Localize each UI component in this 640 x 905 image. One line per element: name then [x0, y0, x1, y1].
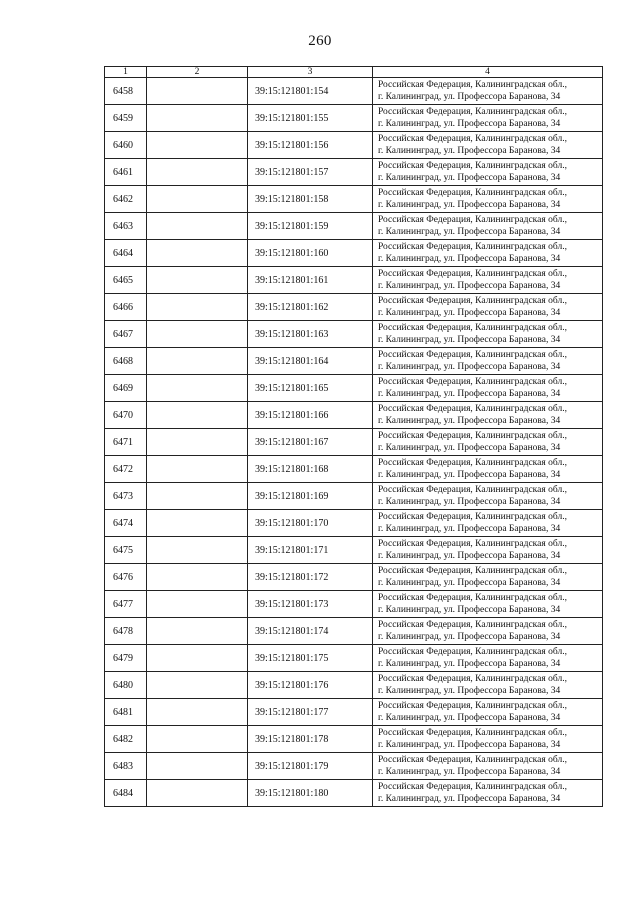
- address-cell: [373, 645, 603, 672]
- address-line-2: г. Калининград, ул. Профессора Баранова, 34: [378, 173, 561, 183]
- address-line-1: Российская Федерация, Калининградская обл.,: [378, 350, 567, 360]
- address-line-1: Российская Федерация, Калининградская обл.,: [378, 647, 567, 657]
- cadastral-number: 39:15:121801:171: [248, 537, 373, 564]
- table-row: [105, 645, 603, 672]
- cadastral-number: 39:15:121801:161: [248, 267, 373, 294]
- address-line-1: Российская Федерация, Калининградская обл.,: [378, 188, 567, 198]
- address-line-2: г. Калининград, ул. Профессора Баранова, 34: [378, 335, 561, 345]
- address-line-2: г. Калининград, ул. Профессора Баранова, 34: [378, 92, 561, 102]
- address-line-1: Российская Федерация, Калининградская обл.,: [378, 80, 567, 90]
- row-number: 6483: [105, 753, 147, 780]
- address-cell: [373, 321, 603, 348]
- empty-cell: [147, 78, 248, 105]
- address-line-1: Российская Федерация, Калининградская обл.,: [378, 107, 567, 117]
- row-number: 6473: [105, 483, 147, 510]
- row-number: 6468: [105, 348, 147, 375]
- row-number: 6461: [105, 159, 147, 186]
- cadastral-number: 39:15:121801:157: [248, 159, 373, 186]
- table-row: [105, 510, 603, 537]
- address-cell: [373, 591, 603, 618]
- address-line-1: Российская Федерация, Калининградская обл.,: [378, 431, 567, 441]
- cadastral-number: 39:15:121801:159: [248, 213, 373, 240]
- address-line-1: Российская Федерация, Калининградская обл.,: [378, 782, 567, 792]
- address-line-2: г. Калининград, ул. Профессора Баранова, 34: [378, 281, 561, 291]
- address-line-2: г. Калининград, ул. Профессора Баранова, 34: [378, 713, 561, 723]
- empty-cell: [147, 618, 248, 645]
- address-line-1: Российская Федерация, Калининградская обл.,: [378, 512, 567, 522]
- cadastral-number: 39:15:121801:163: [248, 321, 373, 348]
- address-cell: [373, 402, 603, 429]
- address-cell: [373, 699, 603, 726]
- row-number: 6478: [105, 618, 147, 645]
- table-row: [105, 699, 603, 726]
- address-line-1: Российская Федерация, Калининградская обл.,: [378, 728, 567, 738]
- cadastral-number: 39:15:121801:169: [248, 483, 373, 510]
- table-row: [105, 294, 603, 321]
- table-row: [105, 456, 603, 483]
- column-header-4: 4: [373, 67, 603, 78]
- address-cell: [373, 159, 603, 186]
- row-number: 6465: [105, 267, 147, 294]
- address-line-1: Российская Федерация, Калининградская обл.,: [378, 755, 567, 765]
- empty-cell: [147, 402, 248, 429]
- empty-cell: [147, 726, 248, 753]
- address-line-2: г. Калининград, ул. Профессора Баранова, 34: [378, 470, 561, 480]
- empty-cell: [147, 645, 248, 672]
- address-cell: [373, 132, 603, 159]
- empty-cell: [147, 753, 248, 780]
- address-cell: [373, 537, 603, 564]
- empty-cell: [147, 483, 248, 510]
- row-number: 6471: [105, 429, 147, 456]
- address-cell: [373, 213, 603, 240]
- address-line-1: Российская Федерация, Калининградская обл.,: [378, 215, 567, 225]
- empty-cell: [147, 294, 248, 321]
- address-line-1: Российская Федерация, Калининградская обл.,: [378, 134, 567, 144]
- address-line-1: Российская Федерация, Калининградская обл.,: [378, 161, 567, 171]
- empty-cell: [147, 780, 248, 807]
- cadastral-number: 39:15:121801:165: [248, 375, 373, 402]
- empty-cell: [147, 132, 248, 159]
- address-cell: [373, 267, 603, 294]
- address-cell: [373, 348, 603, 375]
- empty-cell: [147, 375, 248, 402]
- cadastral-number: 39:15:121801:172: [248, 564, 373, 591]
- cadastral-number: 39:15:121801:154: [248, 78, 373, 105]
- address-cell: [373, 78, 603, 105]
- address-line-2: г. Калининград, ул. Профессора Баранова, 34: [378, 659, 561, 669]
- address-line-2: г. Калининград, ул. Профессора Баранова, 34: [378, 605, 561, 615]
- row-number: 6460: [105, 132, 147, 159]
- row-number: 6480: [105, 672, 147, 699]
- address-line-1: Российская Федерация, Калининградская обл.,: [378, 674, 567, 684]
- empty-cell: [147, 510, 248, 537]
- address-line-2: г. Калининград, ул. Профессора Баранова, 34: [378, 200, 561, 210]
- empty-cell: [147, 672, 248, 699]
- cadastral-number: 39:15:121801:176: [248, 672, 373, 699]
- address-line-1: Российская Федерация, Калининградская обл.,: [378, 323, 567, 333]
- cadastral-number: 39:15:121801:160: [248, 240, 373, 267]
- row-number: 6470: [105, 402, 147, 429]
- cadastral-number: 39:15:121801:168: [248, 456, 373, 483]
- address-line-2: г. Калининград, ул. Профессора Баранова, 34: [378, 416, 561, 426]
- row-number: 6482: [105, 726, 147, 753]
- cadastral-number: 39:15:121801:166: [248, 402, 373, 429]
- table-row: [105, 780, 603, 807]
- empty-cell: [147, 105, 248, 132]
- cadastral-number: 39:15:121801:156: [248, 132, 373, 159]
- address-line-2: г. Калининград, ул. Профессора Баранова, 34: [378, 362, 561, 372]
- table-body: [105, 78, 603, 807]
- cadastral-number: 39:15:121801:164: [248, 348, 373, 375]
- table-row: [105, 375, 603, 402]
- cadastral-number: 39:15:121801:155: [248, 105, 373, 132]
- address-line-2: г. Калининград, ул. Профессора Баранова, 34: [378, 308, 561, 318]
- row-number: 6481: [105, 699, 147, 726]
- table-row: [105, 78, 603, 105]
- row-number: 6463: [105, 213, 147, 240]
- page-number: 260: [308, 33, 332, 49]
- row-number: 6469: [105, 375, 147, 402]
- table-row: [105, 321, 603, 348]
- table-row: [105, 483, 603, 510]
- address-line-2: г. Калининград, ул. Профессора Баранова, 34: [378, 578, 561, 588]
- address-line-2: г. Калининград, ул. Профессора Баранова, 34: [378, 686, 561, 696]
- table-row: [105, 753, 603, 780]
- row-number: 6484: [105, 780, 147, 807]
- address-cell: [373, 672, 603, 699]
- address-cell: [373, 618, 603, 645]
- row-number: 6479: [105, 645, 147, 672]
- cadastral-number: 39:15:121801:170: [248, 510, 373, 537]
- row-number: 6458: [105, 78, 147, 105]
- address-cell: [373, 483, 603, 510]
- address-line-2: г. Калининград, ул. Профессора Баранова, 34: [378, 551, 561, 561]
- address-line-2: г. Калининград, ул. Профессора Баранова, 34: [378, 119, 561, 129]
- cadastral-number: 39:15:121801:162: [248, 294, 373, 321]
- empty-cell: [147, 456, 248, 483]
- address-cell: [373, 456, 603, 483]
- table-row: [105, 618, 603, 645]
- cadastral-number: 39:15:121801:173: [248, 591, 373, 618]
- table-header-row: [105, 67, 603, 78]
- address-line-1: Российская Федерация, Калининградская обл.,: [378, 296, 567, 306]
- address-line-1: Российская Федерация, Калининградская обл.,: [378, 539, 567, 549]
- table-row: [105, 429, 603, 456]
- empty-cell: [147, 321, 248, 348]
- address-line-2: г. Калининград, ул. Профессора Баранова, 34: [378, 389, 561, 399]
- cadastral-number: 39:15:121801:179: [248, 753, 373, 780]
- column-header-3: 3: [248, 67, 373, 78]
- table-row: [105, 348, 603, 375]
- table-row: [105, 591, 603, 618]
- address-cell: [373, 564, 603, 591]
- address-line-1: Российская Федерация, Калининградская обл.,: [378, 620, 567, 630]
- address-line-2: г. Калининград, ул. Профессора Баранова, 34: [378, 254, 561, 264]
- address-cell: [373, 429, 603, 456]
- row-number: 6475: [105, 537, 147, 564]
- row-number: 6477: [105, 591, 147, 618]
- address-line-1: Российская Федерация, Калининградская обл.,: [378, 593, 567, 603]
- table-row: [105, 537, 603, 564]
- empty-cell: [147, 564, 248, 591]
- row-number: 6472: [105, 456, 147, 483]
- empty-cell: [147, 159, 248, 186]
- column-header-1: 1: [105, 67, 147, 78]
- table-row: [105, 672, 603, 699]
- address-cell: [373, 753, 603, 780]
- cadastral-number: 39:15:121801:167: [248, 429, 373, 456]
- address-line-2: г. Калининград, ул. Профессора Баранова, 34: [378, 227, 561, 237]
- address-line-2: г. Калининград, ул. Профессора Баранова, 34: [378, 443, 561, 453]
- empty-cell: [147, 186, 248, 213]
- address-line-2: г. Калининград, ул. Профессора Баранова, 34: [378, 524, 561, 534]
- row-number: 6464: [105, 240, 147, 267]
- empty-cell: [147, 537, 248, 564]
- empty-cell: [147, 267, 248, 294]
- column-header-2: 2: [147, 67, 248, 78]
- row-number: 6467: [105, 321, 147, 348]
- table-row: [105, 159, 603, 186]
- row-number: 6459: [105, 105, 147, 132]
- table-row: [105, 267, 603, 294]
- address-line-2: г. Калининград, ул. Профессора Баранова, 34: [378, 497, 561, 507]
- table-row: [105, 240, 603, 267]
- table-row: [105, 213, 603, 240]
- address-line-2: г. Калининград, ул. Профессора Баранова, 34: [378, 767, 561, 777]
- table-row: [105, 726, 603, 753]
- table-row: [105, 132, 603, 159]
- row-number: 6476: [105, 564, 147, 591]
- address-line-1: Российская Федерация, Калининградская обл.,: [378, 485, 567, 495]
- cadastral-number: 39:15:121801:178: [248, 726, 373, 753]
- address-line-1: Российская Федерация, Калининградская обл.,: [378, 566, 567, 576]
- table-row: [105, 564, 603, 591]
- cadastral-number: 39:15:121801:175: [248, 645, 373, 672]
- cadastral-number: 39:15:121801:174: [248, 618, 373, 645]
- address-line-1: Российская Федерация, Калининградская обл.,: [378, 242, 567, 252]
- empty-cell: [147, 348, 248, 375]
- table-row: [105, 402, 603, 429]
- address-cell: [373, 510, 603, 537]
- empty-cell: [147, 699, 248, 726]
- cadastral-number: 39:15:121801:177: [248, 699, 373, 726]
- address-line-2: г. Калининград, ул. Профессора Баранова, 34: [378, 146, 561, 156]
- empty-cell: [147, 213, 248, 240]
- address-cell: [373, 780, 603, 807]
- address-line-1: Российская Федерация, Калининградская обл.,: [378, 458, 567, 468]
- address-line-1: Российская Федерация, Калининградская обл.,: [378, 377, 567, 387]
- cadastral-number: 39:15:121801:180: [248, 780, 373, 807]
- empty-cell: [147, 240, 248, 267]
- cadastral-number: 39:15:121801:158: [248, 186, 373, 213]
- address-line-2: г. Калининград, ул. Профессора Баранова, 34: [378, 632, 561, 642]
- address-line-2: г. Калининград, ул. Профессора Баранова, 34: [378, 794, 561, 804]
- address-cell: [373, 105, 603, 132]
- address-line-1: Российская Федерация, Калининградская обл.,: [378, 404, 567, 414]
- address-cell: [373, 375, 603, 402]
- row-number: 6466: [105, 294, 147, 321]
- address-cell: [373, 294, 603, 321]
- address-cell: [373, 726, 603, 753]
- table-row: [105, 105, 603, 132]
- address-line-2: г. Калининград, ул. Профессора Баранова, 34: [378, 740, 561, 750]
- address-cell: [373, 240, 603, 267]
- address-line-1: Российская Федерация, Калининградская обл.,: [378, 269, 567, 279]
- address-line-1: Российская Федерация, Калининградская обл.,: [378, 701, 567, 711]
- row-number: 6462: [105, 186, 147, 213]
- row-number: 6474: [105, 510, 147, 537]
- empty-cell: [147, 429, 248, 456]
- empty-cell: [147, 591, 248, 618]
- table-row: [105, 186, 603, 213]
- address-cell: [373, 186, 603, 213]
- registry-table: [104, 66, 603, 807]
